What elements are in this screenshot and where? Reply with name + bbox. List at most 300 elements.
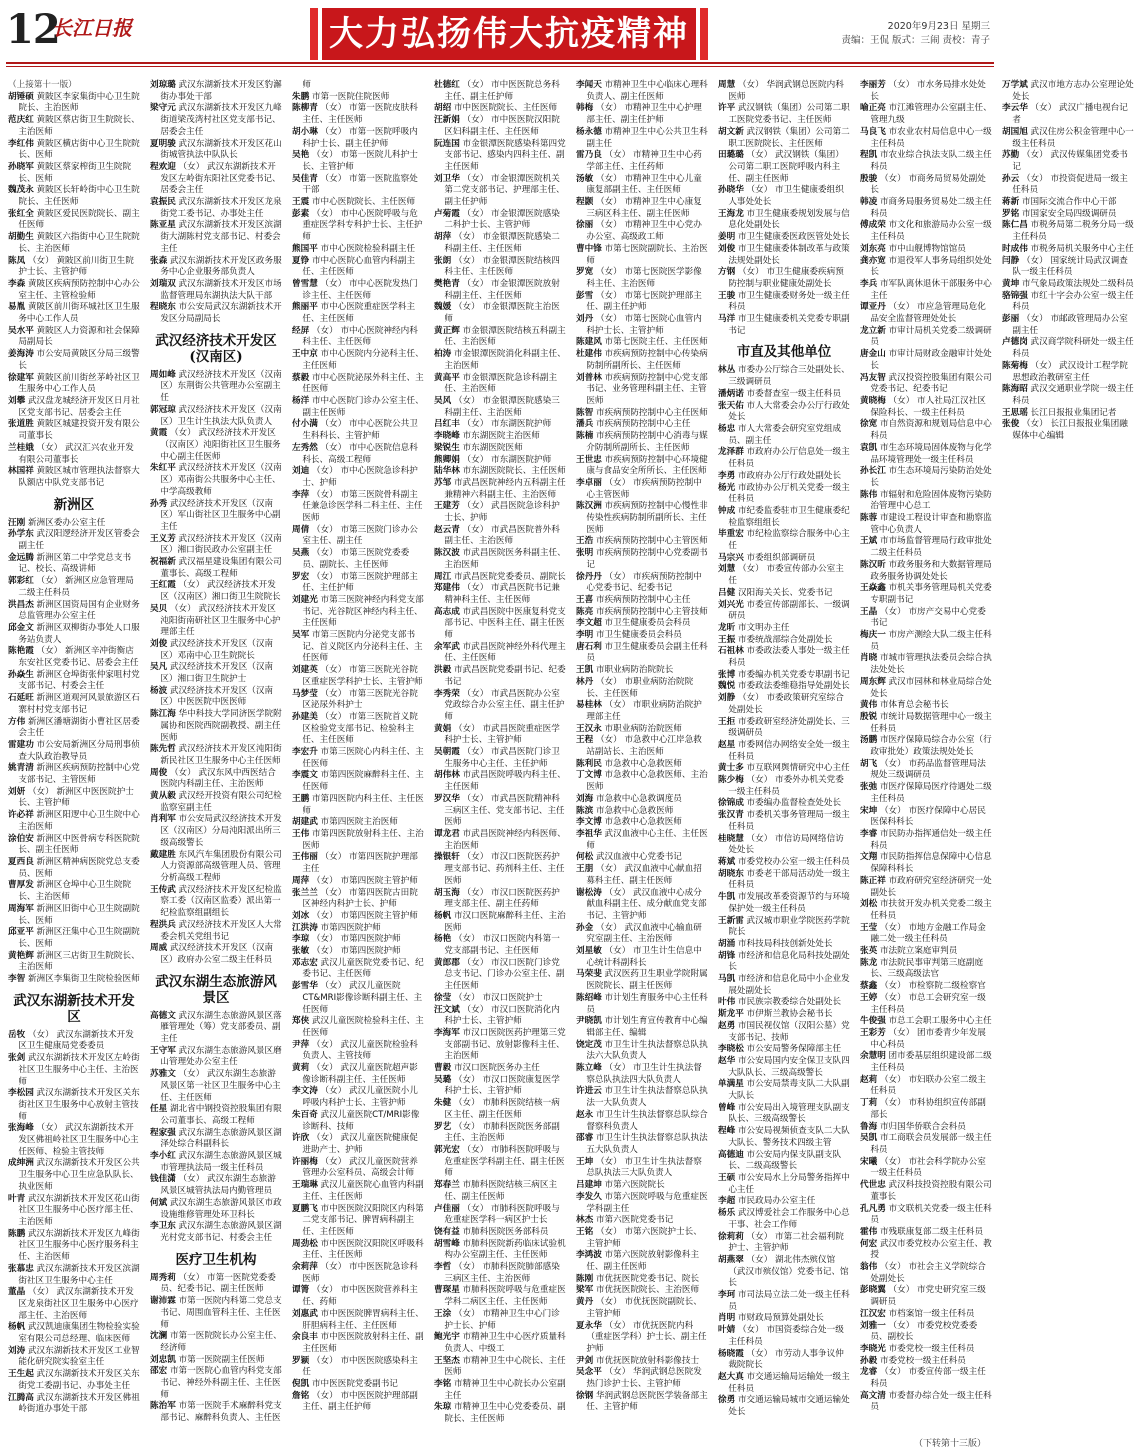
- honoree-entry: [576, 888, 708, 923]
- honoree-name: 王守军: [150, 1045, 176, 1056]
- honoree-entry: [150, 534, 282, 557]
- honoree-entry: [434, 888, 566, 911]
- honoree-name: 曹琛星: [434, 1285, 460, 1296]
- honoree-entry: [718, 1126, 850, 1149]
- honoree-title: 武汉经济技术开发区（汉南区）军山街社区卫生服务中心副主任: [160, 498, 281, 532]
- honoree-name: 陈少梅: [718, 775, 744, 786]
- honoree-entry: [8, 717, 140, 740]
- honoree-title: （女） 市卫生计生信息中心统计科副科长: [586, 946, 702, 968]
- honoree-title: 市第四医院护师: [320, 922, 381, 933]
- honoree-entry: [576, 618, 708, 630]
- honoree-name: 王浩: [576, 536, 594, 547]
- honoree-name: 林丹: [576, 676, 594, 687]
- honoree-name: 梁锐生: [434, 442, 460, 453]
- honoree-entry: [860, 946, 992, 958]
- honoree-title: （女） 市应急管理局危化品安全监督管理处处长: [870, 302, 986, 325]
- honoree-entry: [718, 1150, 850, 1173]
- honoree-entry: [292, 817, 424, 829]
- honoree-entry: [434, 256, 566, 279]
- honoree-title: （女） 武汉东湖新技术开发区佛祖岭社区卫生服务中心主任医师、检验主管技师: [18, 1123, 139, 1157]
- honoree-title: （女） 市中医医院总务科主任、副主任护师: [444, 80, 560, 102]
- honoree-entry: [434, 1028, 566, 1063]
- honoree-entry: [718, 646, 850, 669]
- honoree-title: （女） 武汉钢铁（集团）公司第二职工医院呼吸内科主任、副主任医师: [728, 150, 844, 184]
- honoree-name: 牛俊强: [860, 1016, 886, 1027]
- honoree-title: 市中医医院汉阳院区内科第二党支部书记、脾胃病科副主任、主任医师: [302, 1203, 424, 1237]
- honoree-entry: [8, 1287, 140, 1322]
- honoree-title: 武汉东湖生态旅游风景区湖光村党支部书记、村委会主任: [160, 1221, 282, 1243]
- honoree-title: 武汉东湖新技术开发区关东街社区卫生服务中心放射主管技师: [18, 1088, 140, 1122]
- honoree-title: 市优抚医院党委书记、院长: [595, 1273, 700, 1284]
- honoree-title: 市武昌医院党委副书记、纪委书记: [444, 665, 566, 687]
- honoree-title: 市发展改革委资源节约与环境保护处一级主任科员: [728, 892, 850, 914]
- honoree-name: 徐丹丹: [576, 571, 602, 582]
- honoree-title: 武汉科技投资控股有限公司董事长: [870, 1180, 992, 1202]
- honoree-entry: [434, 1122, 566, 1145]
- honoree-name: 方伟: [8, 716, 26, 727]
- honoree-title: 市审计局机关党委二级调研员: [870, 325, 992, 348]
- honoree-name: 江腾高: [8, 1392, 34, 1403]
- honoree-name: 徐莉莉: [718, 1231, 744, 1242]
- honoree-title: 黄陂区李家集街中心卫生院院长、主治医师: [18, 91, 140, 114]
- honoree-title: （女） 市武昌医院重症医学科护士长、主管护师: [444, 723, 560, 746]
- honoree-name: 程欢迎: [150, 161, 176, 172]
- honoree-entry: [718, 810, 850, 833]
- honoree-title: 市卫生健康委机关党委专职副书记: [728, 314, 850, 336]
- honoree-entry: [150, 463, 282, 498]
- honoree-name: 周江: [434, 571, 452, 582]
- honoree-entry: [576, 244, 708, 267]
- honoree-name: 王晶: [860, 606, 878, 617]
- honoree-entry: [8, 927, 140, 950]
- honoree-name: 陈汉洲: [576, 501, 602, 512]
- honoree-title: （女） 武汉东湖新技术开发区卫生健康局党委委员: [18, 1029, 134, 1052]
- honoree-entry: [434, 583, 566, 606]
- honoree-title: 新洲区潘塘湖街小曹社区居委会主任: [18, 716, 140, 739]
- honoree-name: 张俊: [1002, 419, 1020, 430]
- honoree-name: 王硕: [718, 1172, 736, 1183]
- honoree-name: 陈艳霞: [8, 646, 34, 657]
- honoree-entry: [292, 934, 424, 946]
- newspaper-logo: 长江日报: [52, 16, 132, 40]
- honoree-title: 市委宣传部副部长、一级调研员: [728, 599, 850, 622]
- honoree-name: 刘忠凯: [150, 1354, 176, 1365]
- honoree-name: 邵睿: [576, 1133, 594, 1144]
- honoree-title: （女） 市委党校党委委员、副校长: [870, 1320, 978, 1343]
- honoree-title: （女） 市武昌医院精神科三病区主任、党支部书记、主任医师: [444, 793, 565, 828]
- honoree-name: 操银轩: [434, 852, 460, 863]
- section-heading: 武汉东湖生态旅游风景区: [155, 973, 277, 1006]
- honoree-entry: [8, 787, 140, 810]
- honoree-entry: [860, 677, 992, 700]
- honoree-title: （女） 武汉儿童医院超声影像诊断科副主任、主任医师: [302, 1063, 418, 1085]
- honoree-title: （女） 市第三医院光谷院区泌尿外科护士: [302, 688, 418, 711]
- honoree-entry: [292, 595, 424, 630]
- honoree-name: 吴燕: [292, 548, 310, 559]
- honoree-title: （女） 市金银潭医院放射科副主任、主任医师: [444, 278, 560, 301]
- honoree-name: 王凯: [576, 665, 594, 676]
- honoree-name: 曹毅: [434, 1063, 452, 1074]
- honoree-name: 周慧: [718, 80, 736, 90]
- honoree-title: （女） 市第一医院皮肤科主任、主任医师: [302, 103, 418, 126]
- honoree-entry: [150, 686, 282, 709]
- honoree-name: 李小红: [150, 1151, 176, 1162]
- honoree-entry: [576, 642, 708, 665]
- honoree-name: 胡飞: [860, 758, 878, 769]
- honoree-entry: [8, 904, 140, 927]
- honoree-name: 彭晓翼: [860, 1285, 886, 1296]
- honoree-name: 王莹: [860, 922, 878, 933]
- honoree-title: 市委编办监督检查处处长: [746, 798, 842, 809]
- honoree-title: 市计划生育服务中心主任科员: [586, 992, 708, 1015]
- honoree-entry: [718, 635, 850, 647]
- honoree-title: 市公安局禁毒支队二大队副大队长: [728, 1079, 850, 1102]
- honoree-entry: [860, 782, 992, 805]
- honoree-name: 王斌: [860, 536, 878, 547]
- honoree-name: 孙晓华: [718, 185, 744, 196]
- honoree-name: 张汉青: [718, 810, 744, 821]
- honoree-title: 市中医医院党委副书记: [311, 1379, 398, 1390]
- honoree-name: 许平: [718, 103, 736, 114]
- honoree-title: 武汉住房公积金管理中心一级主任科员: [1012, 126, 1134, 149]
- honoree-entry: [434, 1356, 566, 1379]
- honoree-title: 市残联康复部二级主任科员: [879, 1226, 984, 1237]
- honoree-entry: [8, 1053, 140, 1088]
- honoree-name: 徐建军: [8, 372, 34, 383]
- honoree-entry: [292, 911, 424, 923]
- honoree-title: 市国际交流合作中心干部: [1021, 197, 1117, 208]
- honoree-entry: [8, 1393, 140, 1416]
- honoree-entry: [718, 1021, 850, 1044]
- honoree-name: 郑春兰: [434, 1180, 460, 1191]
- honoree-title: （女） 武汉儿童医院营养管理办公室科员、高级会计师: [302, 1156, 418, 1179]
- honoree-title: 市文化和旅游局办公室一级主任科员: [870, 220, 992, 243]
- honoree-name: 刘俊: [718, 243, 736, 254]
- honoree-name: 石延旺: [8, 693, 34, 704]
- honoree-name: 涂伯安: [8, 833, 34, 844]
- honoree-title: 市委编办机关党委专职副书记: [737, 669, 850, 680]
- honoree-name: 陈滨: [576, 805, 594, 816]
- honoree-entry: [8, 1194, 140, 1229]
- honoree-name: 王红霞: [150, 580, 176, 591]
- honoree-entry: [8, 1346, 140, 1369]
- honoree-name: 谭龙君: [434, 829, 460, 839]
- honoree-title: 黄陂区六指街中心卫生院院长、主治医师: [18, 232, 140, 254]
- honoree-entry: [292, 958, 424, 981]
- honoree-name: 尹萍: [292, 1039, 310, 1050]
- honoree-name: 王瑞琳: [292, 1180, 318, 1191]
- honoree-entry: [860, 712, 992, 735]
- honoree-title: 武汉钢铁（集团）公司第二职工医院院长、主任医师: [728, 126, 850, 149]
- honoree-entry: [150, 1355, 282, 1367]
- honoree-name: 夏永华: [576, 1320, 602, 1331]
- honoree-title: （女） 武汉东湖新技术开发区左岭街东阳社区党委书记、居委会主任: [160, 161, 281, 196]
- honoree-title: 新洲区仓埠中心卫生院院长、主治医师: [18, 880, 132, 903]
- honoree-title: 黄陂区城建投资开发有限公司董事长: [18, 419, 140, 442]
- masthead: [0, 0, 1000, 62]
- honoree-name: 林丛: [718, 365, 736, 376]
- honoree-name: 陈柳青: [292, 103, 318, 114]
- honoree-name: 刘迪: [292, 466, 310, 477]
- honoree-entry: [718, 1208, 850, 1231]
- honoree-entry: [718, 1325, 850, 1348]
- honoree-entry: [150, 1011, 282, 1046]
- honoree-entry: [718, 209, 850, 232]
- honoree-title: （女） 市第四医院护理部主任: [302, 852, 418, 875]
- honoree-entry: [576, 735, 708, 758]
- honoree-name: 王铭: [576, 1226, 594, 1237]
- honoree-name: 黄霞: [150, 428, 168, 439]
- honoree-name: 李勇: [718, 470, 736, 481]
- honoree-entry: [718, 529, 850, 552]
- honoree-title: 市委督查室一级主任科员: [746, 388, 842, 399]
- honoree-entry: [1002, 291, 1134, 314]
- honoree-title: （女） 武汉设计工程学院思想政治教研室主任: [1012, 360, 1128, 383]
- honoree-name: 张红全: [8, 208, 34, 219]
- honoree-title: （女） 市第三医院骨科副主任兼急诊医学科二科主任、主任医师: [302, 489, 423, 524]
- honoree-entry: [434, 279, 566, 302]
- honoree-name: 王朋: [576, 864, 594, 875]
- honoree-name: 陈汉昕: [860, 559, 886, 570]
- honoree-entry: [8, 349, 140, 372]
- honoree-entry: [292, 1040, 424, 1063]
- honoree-entry: [150, 1331, 282, 1354]
- honoree-entry: [434, 665, 566, 688]
- honoree-title: 武汉福星建设集团有限公司董事长、高级工程师: [160, 557, 282, 579]
- honoree-entry: [8, 834, 140, 857]
- honoree-title: 武汉商学院科研处一级主任科员: [1012, 337, 1134, 360]
- honoree-name: 刘攀: [8, 395, 26, 406]
- honoree-entry: [576, 852, 708, 864]
- honoree-name: 刘海: [576, 793, 594, 804]
- honoree-entry: [860, 1285, 992, 1308]
- honoree-entry: [576, 1274, 708, 1286]
- honoree-name: 刘东亮: [860, 243, 886, 254]
- honoree-name: 黄正辉: [434, 325, 460, 336]
- honoree-entry: [576, 1215, 708, 1227]
- honoree-entry: [150, 1366, 282, 1401]
- honoree-title: （女） 市中医医院汉阳院区妇科副主任、主任医师: [444, 115, 560, 137]
- honoree-entry: [434, 174, 566, 209]
- honoree-entry: [292, 92, 424, 104]
- honoree-name: 饶定茂: [576, 1039, 602, 1050]
- honoree-name: 祝福新: [150, 557, 176, 568]
- honoree-title: 市自然资源和规划局信息中心科员: [870, 419, 992, 442]
- honoree-name: 夏铮: [292, 255, 310, 266]
- honoree-name: 翁伟: [860, 1262, 878, 1273]
- honoree-title: 武汉经济技术开发区（汉南区）邓南中心卫生院院长: [160, 638, 274, 661]
- honoree-name: 李闻天: [576, 80, 602, 90]
- honoree-name: 汤敏: [576, 173, 594, 184]
- honoree-entry: [292, 981, 424, 1016]
- honoree-entry: [1002, 103, 1134, 126]
- honoree-title: 市公安局黄陂区分局三级警长: [18, 349, 140, 371]
- honoree-title: 武汉城市职业学院医药学院院长: [728, 915, 850, 938]
- honoree-name: 王震: [292, 197, 310, 208]
- honoree-title: 市东湖医院医师: [462, 442, 523, 453]
- honoree-entry: [860, 127, 992, 150]
- honoree-name: 詹铭: [292, 1390, 310, 1401]
- honoree-name: 刘惠武: [292, 1308, 318, 1319]
- honoree-entry: [292, 466, 424, 489]
- honoree-name: 程凯: [860, 150, 878, 161]
- honoree-title: 市武昌医院神经外科代理主任、主任医师: [444, 641, 566, 664]
- honoree-entry: [150, 1198, 282, 1221]
- honoree-entry: [576, 794, 708, 806]
- honoree-title: 市武昌医院中医康复科党支部书记、中医科主任、副主任医师: [444, 606, 566, 641]
- honoree-name: 孙晓军: [8, 161, 34, 172]
- honoree-name: 夏明骏: [150, 138, 176, 149]
- honoree-title: 市城市管理执法委员会综合执法处处长: [870, 653, 992, 676]
- honoree-name: 张兰兰: [292, 887, 318, 898]
- honoree-title: 武汉血液中心党委书记: [595, 852, 682, 863]
- honoree-entry: [150, 639, 282, 662]
- honoree-entry: [150, 103, 282, 138]
- honoree-title: （女） 市汉口医院门诊党总支书记、门诊办公室主任、副主任医师: [444, 957, 565, 992]
- honoree-entry: [1002, 314, 1134, 337]
- honoree-title: 市红十字会办公室一级主任科员: [1012, 290, 1134, 313]
- honoree-name: 黄郎郡: [434, 957, 460, 968]
- honoree-entry: [576, 349, 708, 372]
- honoree-name: 时成伟: [1002, 243, 1028, 254]
- honoree-name: 张森: [150, 255, 168, 266]
- honoree-name: 邓志宏: [292, 957, 318, 968]
- honoree-entry: [8, 162, 140, 185]
- honoree-entry: [292, 349, 424, 372]
- honoree-title: 市疾病预防控制中心环境健康与食品安全所所长、主任医师: [586, 454, 708, 477]
- honoree-title: 武汉经济技术开发区（汉南区）东荆街公共管理办公室副主任: [160, 369, 282, 404]
- honoree-entry: [8, 857, 140, 880]
- editors-line: 责编：王侃 版式：三闹 责校：青子: [841, 35, 990, 46]
- honoree-title: 武汉市园林和林业局综合处处长: [870, 676, 992, 699]
- honoree-name: 陈利民: [576, 758, 602, 769]
- honoree-entry: [292, 244, 424, 256]
- honoree-title: 市体育总会秘书长: [879, 700, 949, 711]
- honoree-entry: [860, 490, 992, 513]
- honoree-title: 市退役军人事务局组织处处长: [870, 255, 992, 278]
- honoree-name: 孙云: [1002, 173, 1020, 184]
- honoree-name: 吴念平: [576, 1367, 602, 1378]
- honoree-entry: [718, 600, 850, 623]
- honoree-entry: [292, 712, 424, 747]
- honoree-title: 团市委基层组织建设部二级主任科员: [870, 1051, 992, 1074]
- honoree-name: 汤鹏: [860, 735, 878, 746]
- honoree-entry: [8, 209, 140, 232]
- honoree-entry: [576, 1110, 708, 1133]
- honoree-name: 杨艳: [434, 934, 452, 945]
- honoree-entry: [718, 506, 850, 529]
- honoree-title: 市经济和信息化局中小企业发展处副处长: [728, 974, 850, 996]
- honoree-name: 钱佳潇: [150, 1174, 176, 1185]
- honoree-name: 吴贝: [150, 603, 168, 614]
- continued-footer: （下转第十三版）: [913, 1439, 986, 1449]
- honoree-title: 武汉东湖新技术开发区佛祖岭街道办事处干部: [18, 1392, 140, 1415]
- honoree-entry: [292, 1180, 424, 1203]
- honoree-entry: [576, 80, 708, 103]
- honoree-name: 朱红平: [150, 463, 176, 474]
- honoree-title: 黄陂区前川街环城社区卫生服务中心工作人员: [18, 302, 140, 325]
- honoree-title: 市法院立案庭审判员: [879, 946, 958, 957]
- honoree-title: （女） 市投资促进局一级主任科员: [1012, 173, 1128, 196]
- honoree-title: （女） 市武昌医院书记兼精神科主任、主任医师: [444, 583, 560, 605]
- honoree-entry: [718, 553, 850, 565]
- honoree-title: （女） 市中医医院营养科主任、药师: [302, 1285, 418, 1308]
- honoree-name: 吴璐: [434, 1074, 452, 1085]
- honoree-name: 李智: [8, 974, 26, 985]
- honoree-name: 霍伟: [860, 1226, 878, 1237]
- honoree-title: 武汉东湖新技术开发区豹澥街办事处干部: [160, 80, 282, 102]
- honoree-name: 吴凯: [860, 1133, 878, 1144]
- honoree-entry: [718, 401, 850, 424]
- honoree-title: 市委政法委维稳指导处副处长: [737, 681, 850, 692]
- honoree-name: 杜德红: [434, 80, 460, 90]
- honoree-entry: [150, 709, 282, 744]
- honoree-title: （女） 市科协组织宣传部副部长: [870, 1098, 986, 1120]
- honoree-name: 魏媛: [434, 302, 452, 313]
- honoree-entry: [576, 1133, 708, 1156]
- honoree-title: 武汉东湖新技术开发区政务服务中心企业服务部负责人: [160, 255, 282, 278]
- honoree-title: 新洲区阳逻中心卫生院中心主治医师: [18, 810, 140, 832]
- honoree-title: （女） 市委宣传部一级主任科员: [870, 1367, 986, 1390]
- honoree-name: 周海军: [8, 903, 34, 914]
- honoree-name: 左秀然: [292, 442, 318, 453]
- honoree-title: 新洲区双柳街办事处人口服务站负责人: [18, 622, 140, 645]
- honoree-title: 武汉东湖新技术开发区滨湖街大湖陈村党支部书记、村委会主任: [160, 220, 282, 254]
- honoree-name: 曹中锋: [576, 243, 602, 254]
- honoree-entry: [434, 1204, 566, 1227]
- honor-list: [8, 80, 1134, 1432]
- honoree-entry: [292, 747, 424, 770]
- honoree-entry: [434, 1262, 566, 1285]
- honoree-entry: [576, 595, 708, 607]
- honoree-title: （女） 市中心医院急诊科护士、护师: [302, 466, 418, 488]
- honoree-entry: [292, 525, 424, 548]
- honoree-entry: [860, 1157, 992, 1180]
- honoree-title: （女） 市第一医院监察处干部: [302, 173, 418, 196]
- honoree-name: 柏涛: [434, 349, 452, 360]
- honoree-name: 陈治军: [150, 1401, 176, 1412]
- honoree-name: 刘星敏: [576, 946, 602, 957]
- honoree-name: 倪凯: [292, 1379, 310, 1390]
- honoree-title: 市民族宗教委综合处副处长: [737, 997, 842, 1008]
- honoree-title: 武汉东湖新技术开发区关东街党工委副书记、办事处主任: [18, 1369, 140, 1391]
- honoree-title: （女） 市金银潭医院感染二科副主任、主任医师: [444, 232, 560, 254]
- honoree-name: 胡伟林: [434, 770, 460, 781]
- honoree-entry: [292, 1157, 424, 1180]
- honoree-name: 刘卫华: [434, 173, 460, 184]
- honoree-name: 刘冰: [292, 910, 310, 921]
- honoree-name: 彭雪: [576, 290, 594, 301]
- honoree-entry: [150, 885, 282, 920]
- honoree-entry: [576, 267, 708, 290]
- honoree-title: （女） 市中心医院神经内科科主任、主任医师: [302, 325, 418, 348]
- honoree-entry: [860, 513, 992, 536]
- honoree-title: 武汉市委党校办公室主任、教授: [870, 1238, 992, 1261]
- honoree-entry: [860, 899, 992, 922]
- honoree-entry: [860, 630, 992, 653]
- honoree-entry: [860, 700, 992, 712]
- honoree-name: 李云华: [1002, 103, 1028, 114]
- honoree-name: 罗铭: [1002, 208, 1020, 219]
- honoree-title: 市中心医院心血管内科副主任、主任医师: [302, 255, 416, 278]
- honoree-name: 赵星: [718, 739, 736, 750]
- honoree-name: 罗颖: [292, 1355, 310, 1366]
- honoree-name: 卢菊霞: [434, 208, 460, 219]
- honoree-title: 武汉阳逻经济开发区管委会副主任: [18, 529, 140, 552]
- honoree-title: 市政府办公厅行政处副处长: [737, 470, 842, 481]
- honoree-name: 骆锦强: [1002, 290, 1028, 301]
- honoree-entry: [8, 763, 140, 786]
